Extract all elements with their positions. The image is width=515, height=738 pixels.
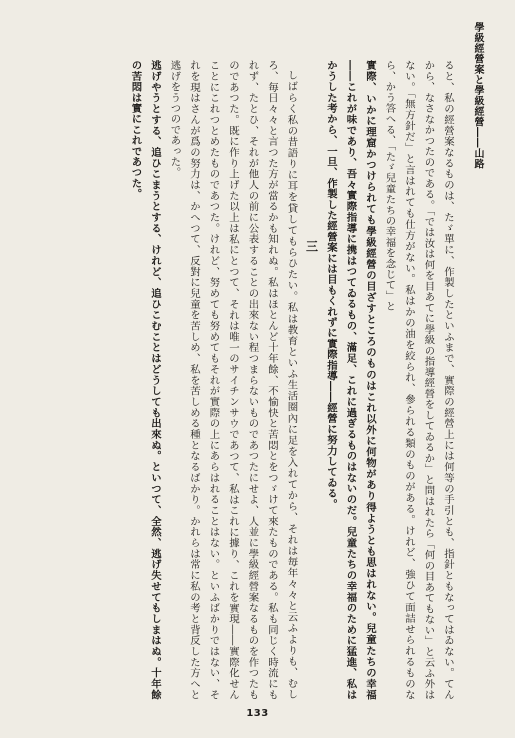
paragraph-1: ると、私の經營案なるものは、たゞ單に、作製したといふまで、實際の經營上には何等の手引とも、指針ともなってはゐない。てんから、なさなかつたのである。「では汝は何を目あてに學級の指導經營をしてゐるか」と問はれたら「何の目あてもない」と云ふ外はない。「無方針だ」と言はれても仕方がない。私はかの油を絞られ、參られる類のものがある。けれど、強ひて面詰せられるものなら、かう答へる、「たゞ兒童たちの幸福を念じて」と [383,60,454,700]
body-text [37,60,457,700]
section-number: 三 [304,240,319,253]
running-head: 學級經營案と學級經營――山路 [472,22,483,169]
paragraph-2: 實際、いかに理窟かつけられても學級經營の目ざすところのものはこれ以外に何物があり得ようとも思はれない。兒童たちの幸福――これが味であり、吾々實際指導に携はつてゐるもの、滿足、これに過ぎるものはないのだ。兒童たちの幸福のために猛進、私はかうした考から、一旦、作製した經營案には目もくれずに實際指導――經營に努力してゐる。 [325,60,376,700]
page-number: 133 [246,708,269,719]
paragraph-3: しばらく私の昔語りに耳を貸してもらひたい。私は教育といふ生活圈內に足を入れてから、それは毎年々々と云ふよりも、むしろ、毎日々々と言つた方が當るかも知れぬ。私はほとんど十年餘、不愉快と苦悶とをつゞけて來たものである。私も同じく時流にもれず、たとひ、それが他人の前に公表することの出來ない程つまらないものであつたにせよ、人並に學級經營案なるものを作つたものであつた。既に作り上げた以上は私にとつて、それは唯一のサイチンサウであつて、私はこれに據り、これを實現――實際化せんことにこれつとめたものであつた。けれど、努めても努めてもそれが實際の上にあらはれることはない。といふばかりではない、それを現はさんが爲の努力は、かへつて、反對に兒童を苦しめ、私を苦しめる種となるばかり。かれらは常に私の考と背反した方へと逃げをうつのであった。 [168,60,298,700]
paragraph-4: 逃げやうとする、追ひこまうとする、けれど、追ひこむことはどうしても出來ぬ。といつて、全然、逃げ失せてもしまはぬ。十年餘の苦悶は實にこれであつた。 [129,60,161,700]
